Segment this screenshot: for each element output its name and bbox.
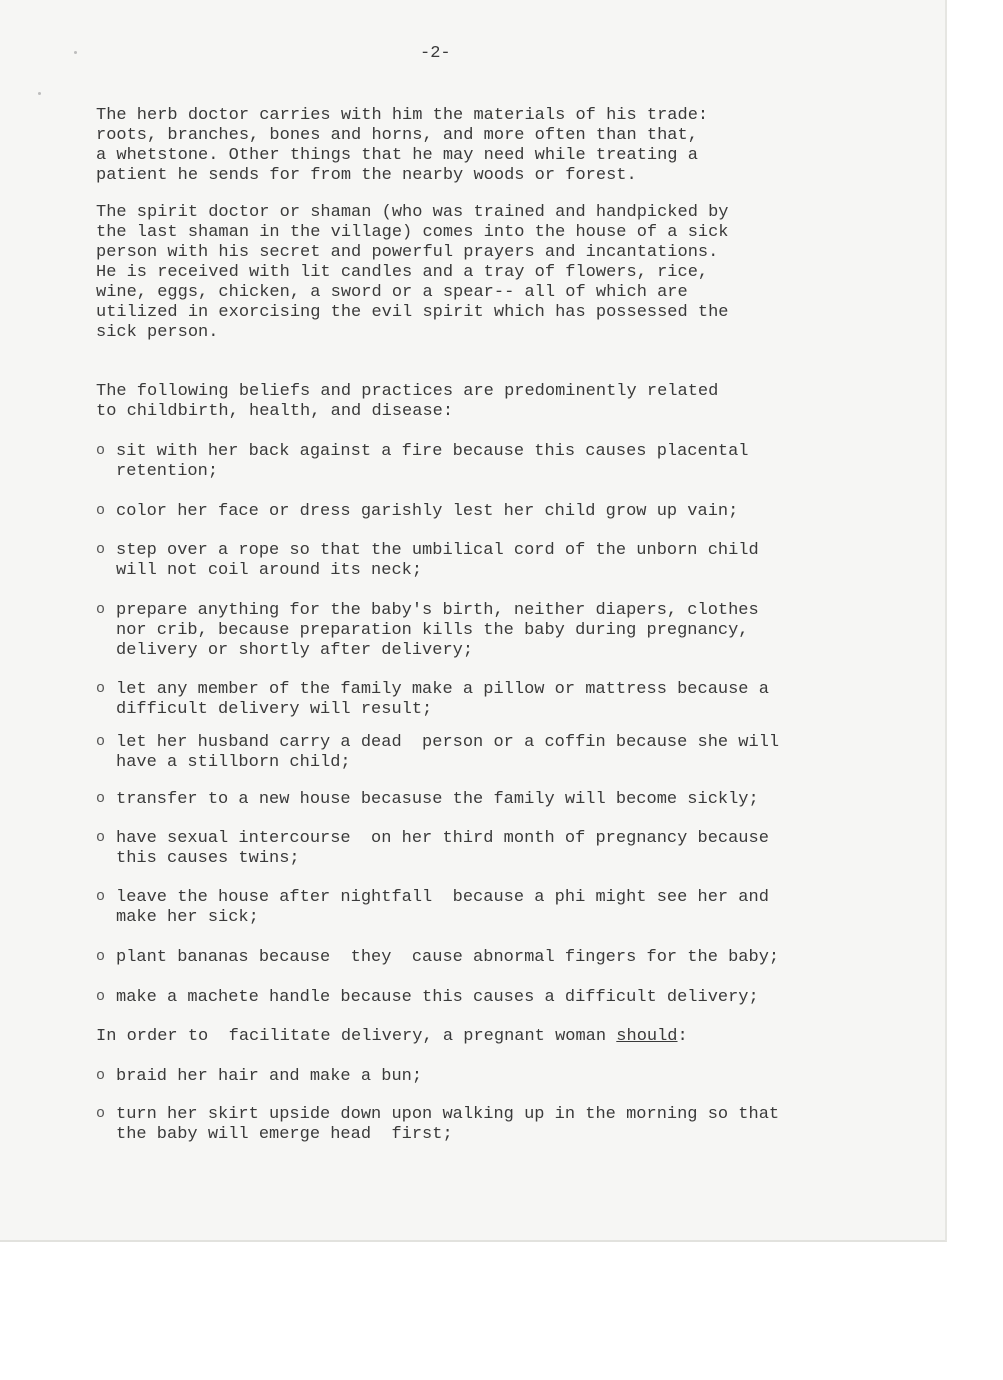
list-item-text: braid her hair and make a bun;	[116, 1067, 423, 1086]
list-item-text: color her face or dress garishly lest her child grow up vain;	[116, 502, 739, 521]
list-item-text: sit with her back against a fire because this causes placental retention;	[116, 442, 749, 481]
list-item-text: let her husband carry a dead person or a coffin because she will have a stillborn child;	[116, 733, 780, 772]
paper-speck	[74, 51, 77, 54]
bullet-marker: o	[96, 888, 106, 905]
list-item-text: leave the house after nightfall because a phi might see her and make her sick;	[116, 888, 769, 927]
list-item-text: plant bananas because they cause abnormal fingers for the baby;	[116, 948, 780, 967]
intro-colon: :	[677, 1027, 688, 1046]
bullet-marker: o	[96, 790, 106, 807]
list-item-text: have sexual intercourse on her third month of pregnancy because this causes twins;	[116, 829, 769, 868]
paragraph-spirit-doctor: The spirit doctor or shaman (who was trained and handpicked by the last shaman in the village) comes into the house of a sick person with his secret and powerful prayers and incantations. He is received with lit candles and a tray of flowers, rice, wine, eggs, chicken, a sword or a spear-- all of which are utilized in exorcising the evil spirit which has possessed the sick person.	[96, 203, 729, 342]
list-item-text: make a machete handle because this causes a difficult delivery;	[116, 988, 759, 1007]
bullet-marker: o	[96, 502, 106, 519]
intro-text: In order to facilitate delivery, a pregnant woman	[96, 1027, 617, 1046]
emphasis-should: should	[616, 1027, 678, 1046]
list-item-text: turn her skirt upside down upon walking up in the morning so that the baby will emerge head first;	[116, 1105, 780, 1144]
paragraph-herb-doctor: The herb doctor carries with him the materials of his trade: roots, branches, bones and horns, and more often than that, a whetstone. Other things that he may need while treating a patient he sends for from the nearby woods or forest.	[96, 106, 709, 185]
paragraph-delivery-intro	[96, 1027, 688, 1047]
list-item-text: step over a rope so that the umbilical cord of the unborn child will not coil around its neck;	[116, 541, 759, 580]
bullet-marker: o	[96, 680, 106, 697]
bullet-marker: o	[96, 829, 106, 846]
list-item-text: transfer to a new house becasuse the family will become sickly;	[116, 790, 759, 809]
bullet-marker: o	[96, 541, 106, 558]
bullet-marker: o	[96, 442, 106, 459]
paper-speck	[38, 92, 41, 95]
bullet-marker: o	[96, 733, 106, 750]
bullet-marker: o	[96, 988, 106, 1005]
bullet-marker: o	[96, 601, 106, 618]
bullet-marker: o	[96, 948, 106, 965]
page-number: -2-	[420, 44, 451, 63]
list-item-text: let any member of the family make a pillow or mattress because a difficult delivery will result;	[116, 680, 769, 719]
list-item-text: prepare anything for the baby's birth, neither diapers, clothes nor crib, because preparation kills the baby during pregnancy, delivery or shortly after delivery;	[116, 601, 759, 660]
paragraph-beliefs-intro: The following beliefs and practices are predominently related to childbirth, health, and disease:	[96, 382, 719, 421]
bullet-marker: o	[96, 1067, 106, 1084]
bullet-marker: o	[96, 1105, 106, 1122]
